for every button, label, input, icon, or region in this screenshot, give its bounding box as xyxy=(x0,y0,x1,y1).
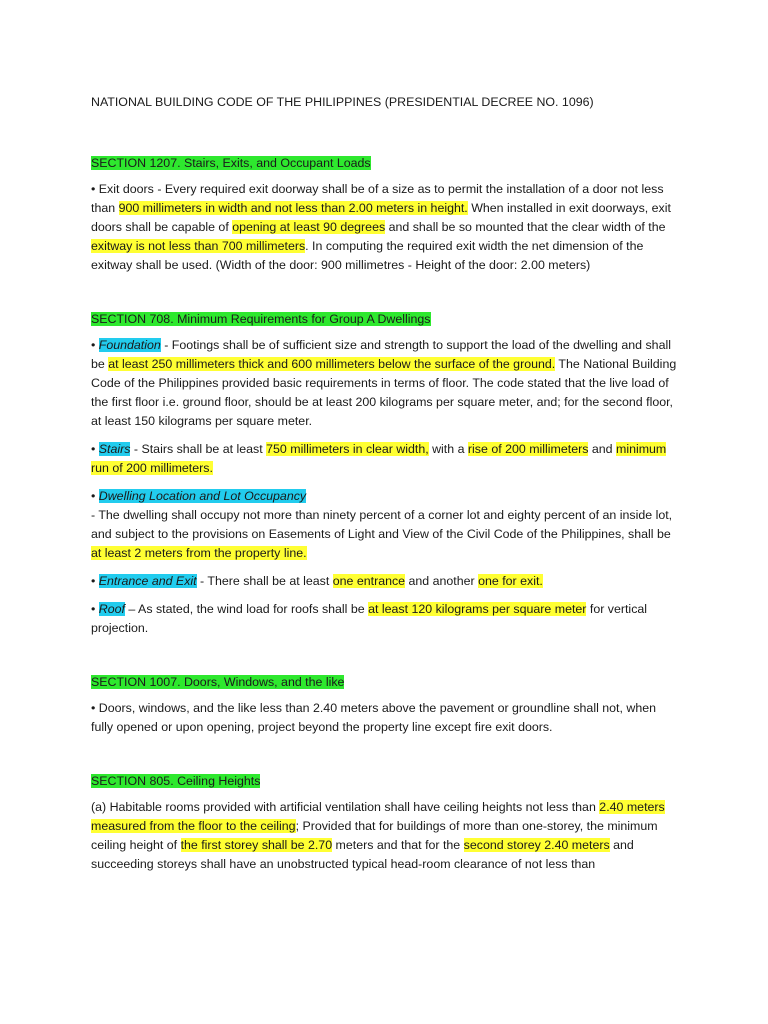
section-1207-heading-text: SECTION 1207. Stairs, Exits, and Occupant Loads xyxy=(91,156,371,170)
text: meters and that for the xyxy=(332,838,464,852)
highlight: 900 millimeters in width and not less than 2.00 meters in height. xyxy=(118,201,468,215)
section-708-heading xyxy=(91,310,681,329)
text: ; Provided that for buildings of more than one-storey, the minimum ceiling height of xyxy=(91,819,658,852)
highlight: opening at least 90 degrees xyxy=(232,220,386,234)
highlight: rise of 200 millimeters xyxy=(467,442,589,456)
text: and xyxy=(588,442,616,456)
highlight: exitway is not less than 700 millimeters xyxy=(91,239,306,253)
entrance-exit-paragraph xyxy=(91,572,681,591)
highlight: one for exit. xyxy=(478,574,543,588)
foundation-paragraph xyxy=(91,336,681,431)
section-1007-heading-text: SECTION 1007. Doors, Windows, and the like xyxy=(91,675,345,689)
section-spacer xyxy=(91,284,681,310)
text: (a) Habitable rooms provided with artificial ventilation shall have ceiling heights not less than xyxy=(91,800,600,814)
term-highlight: Entrance and Exit xyxy=(98,574,197,588)
highlight: 2.40 meters measured from the floor to the ceiling xyxy=(91,800,665,833)
highlight: minimum run of 200 millimeters. xyxy=(91,442,667,475)
document-title: NATIONAL BUILDING CODE OF THE PHILIPPINES (PRESIDENTIAL DECREE NO. 1096) xyxy=(91,95,594,109)
text: - The dwelling shall occupy not more than ninety percent of a corner lot and eighty percent of an inside lot, and subject to the provisions on Easements of Light and View of the Civil Code of the Philippines, shall be xyxy=(91,508,673,541)
text: - There shall be at least xyxy=(196,574,333,588)
highlight: at least 2 meters from the property line. xyxy=(91,546,307,560)
section-spacer xyxy=(91,647,681,673)
text: . In computing the required exit width the net dimension of the exitway shall be used. (Width of the door: 900 millimetres - Height of the door: 2.00 meters) xyxy=(91,239,644,272)
section-spacer xyxy=(91,746,681,772)
term-highlight: Dwelling Location and Lot Occupancy xyxy=(98,489,307,503)
highlight: at least 120 kilograms per square meter xyxy=(368,602,587,616)
text: and succeeding storeys shall have an unobstructed typical head-room clearance of not less than xyxy=(91,838,634,871)
highlight: at least 250 millimeters thick and 600 millimeters below the surface of the ground. xyxy=(108,357,556,371)
highlight: the first storey shall be 2.70 xyxy=(180,838,333,852)
section-1007-heading xyxy=(91,673,681,692)
bullet: • xyxy=(91,574,99,588)
highlight: 750 millimeters in clear width, xyxy=(266,442,429,456)
section-805-heading xyxy=(91,772,681,791)
term-highlight: Roof xyxy=(98,602,125,616)
text: - Footings shall be of sufficient size and strength to support the load of the dwelling and shall be xyxy=(91,338,671,371)
text: with a xyxy=(428,442,468,456)
exit-doors-paragraph xyxy=(91,180,681,275)
stairs-paragraph xyxy=(91,440,681,478)
highlight: one entrance xyxy=(332,574,406,588)
term-highlight: Stairs xyxy=(98,442,131,456)
highlight: second storey 2.40 meters xyxy=(463,838,610,852)
doors-windows-paragraph: • Doors, windows, and the like less than 2.40 meters above the pavement or groundline shall not, when fully opened or upon opening, project beyond the property line except fire exit doors. xyxy=(91,701,656,734)
text: • Exit doors - Every required exit doorway shall be of a size as to permit the installation of a door not less than xyxy=(91,182,664,215)
bullet: • xyxy=(91,602,99,616)
bullet: • xyxy=(91,489,99,503)
text: The National Building Code of the Philippines provided basic requirements in terms of floor. The code stated that the live load of the first floor i.e. ground floor, should be at least 200 kilograms per square meter, and; for the second floor, at least 150 kilograms per square meter. xyxy=(91,357,677,428)
section-708-heading-text: SECTION 708. Minimum Requirements for Group A Dwellings xyxy=(91,312,431,326)
roof-paragraph xyxy=(91,600,681,638)
document-body xyxy=(91,93,681,883)
text: for vertical projection. xyxy=(91,602,648,635)
bullet: • xyxy=(91,442,99,456)
section-1207-heading xyxy=(91,154,681,173)
text: - Stairs shall be at least xyxy=(130,442,267,456)
text: When installed in exit doorways, exit doors shall be capable of xyxy=(91,201,671,234)
section-805-heading-text: SECTION 805. Ceiling Heights xyxy=(91,774,261,788)
term-highlight: Foundation xyxy=(98,338,161,352)
ceiling-heights-paragraph xyxy=(91,798,681,874)
dwelling-location-paragraph xyxy=(91,487,681,563)
text: – As stated, the wind load for roofs shall be xyxy=(124,602,369,616)
text: and another xyxy=(405,574,479,588)
bullet: • xyxy=(91,338,99,352)
text: and shall be so mounted that the clear width of the xyxy=(385,220,666,234)
